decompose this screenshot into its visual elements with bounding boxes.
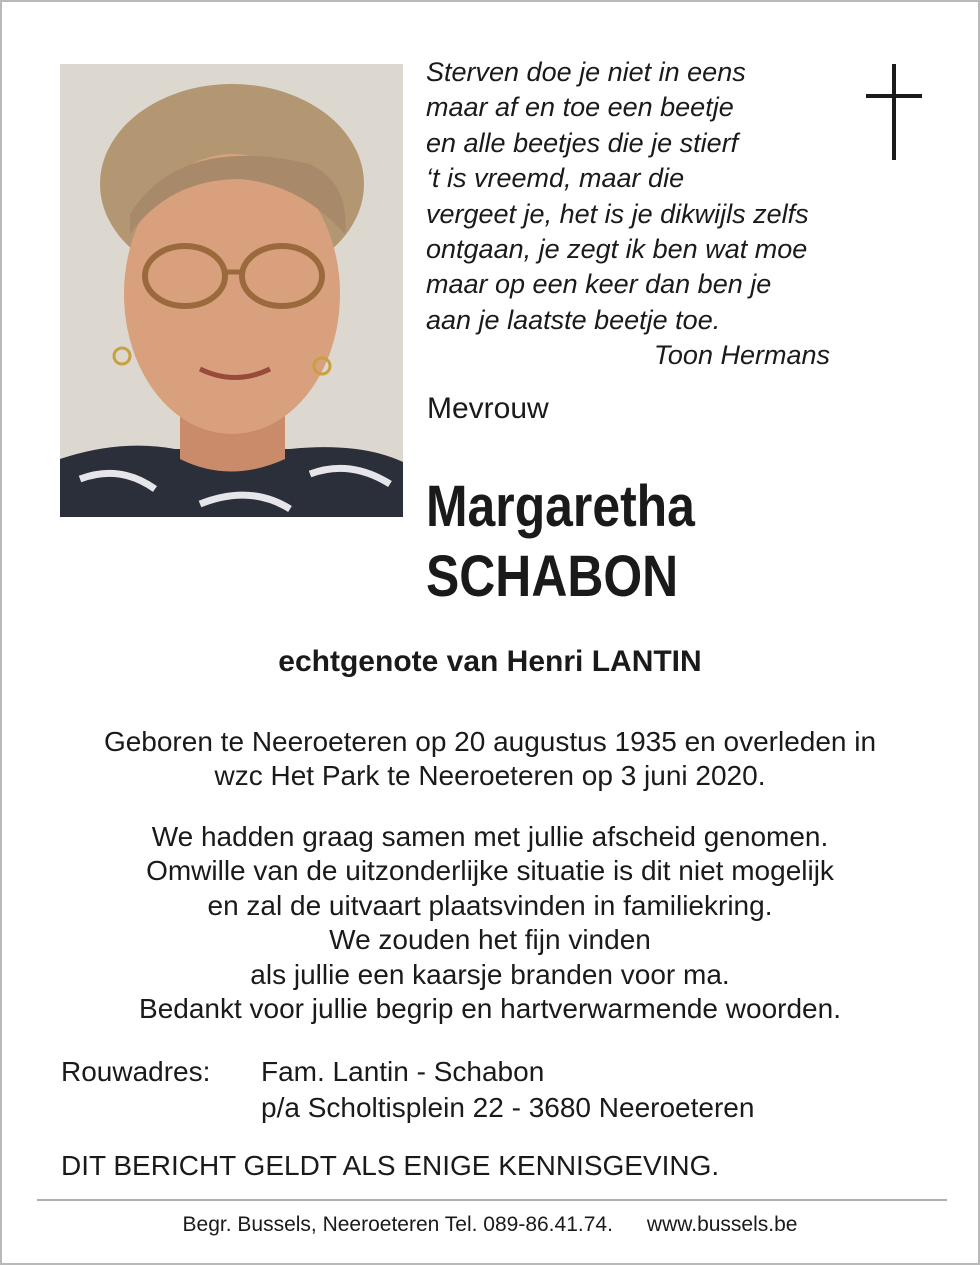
funeral-home-contact: Begr. Bussels, Neeroeteren Tel. 089-86.41.74. (182, 1213, 613, 1236)
message-line: als jullie een kaarsje branden voor ma. (250, 958, 730, 990)
spouse-line: echtgenote van Henri LANTIN (278, 645, 702, 678)
poem-line: vergeet je, het is je dikwijls zelfs (426, 198, 809, 229)
address-label: Rouwadres: (61, 1056, 211, 1087)
poem-line: ‘t is vreemd, maar die (426, 163, 685, 194)
poem-line: ontgaan, je zegt ik ben wat moe (426, 234, 808, 265)
poem-line: en alle beetjes die je stierf (426, 127, 739, 158)
divider (37, 1199, 947, 1201)
poem-line: Sterven doe je niet in eens (426, 57, 746, 87)
notice-text: DIT BERICHT GELDT ALS ENIGE KENNISGEVING. (61, 1150, 720, 1181)
poem-line: maar op een keer dan ben je (426, 269, 772, 300)
poem-author: Toon Hermans (653, 340, 830, 371)
birth-death-details (2, 725, 978, 793)
message-line: We zouden het fijn vinden (329, 924, 651, 956)
family-message (2, 820, 978, 1026)
address-value (261, 1054, 754, 1126)
poem-line: maar af en toe een beetje (426, 92, 734, 123)
last-name: SCHABON (426, 544, 679, 609)
message-line: Bedankt voor jullie begrip en hartverwarmende woorden. (139, 993, 841, 1025)
address-line: p/a Scholtisplein 22 - 3680 Neeroeteren (261, 1092, 755, 1123)
address-line: Fam. Lantin - Schabon (261, 1056, 545, 1087)
salutation: Mevrouw (427, 392, 549, 425)
message-line: en zal de uitvaart plaatsvinden in familiekring. (207, 889, 773, 921)
first-name: Margaretha (426, 474, 695, 539)
message-line: We hadden graag samen met jullie afscheid genomen. (151, 821, 829, 852)
birth-line: wzc Het Park te Neeroeteren op 3 juni 2020. (214, 760, 766, 791)
poem-line: aan je laatste beetje toe. (426, 304, 721, 335)
portrait-photo (60, 64, 403, 517)
poem (426, 55, 866, 374)
deceased-name (426, 472, 695, 612)
website-link[interactable]: www.bussels.be (646, 1213, 798, 1236)
portrait-illustration (60, 64, 403, 517)
footer (2, 1213, 978, 1237)
birth-line: Geboren te Neeroeteren op 20 augustus 1935 en overleden in (103, 726, 877, 757)
message-line: Omwille van de uitzonderlijke situatie is dit niet mogelijk (146, 855, 834, 887)
cross-icon (866, 64, 924, 162)
